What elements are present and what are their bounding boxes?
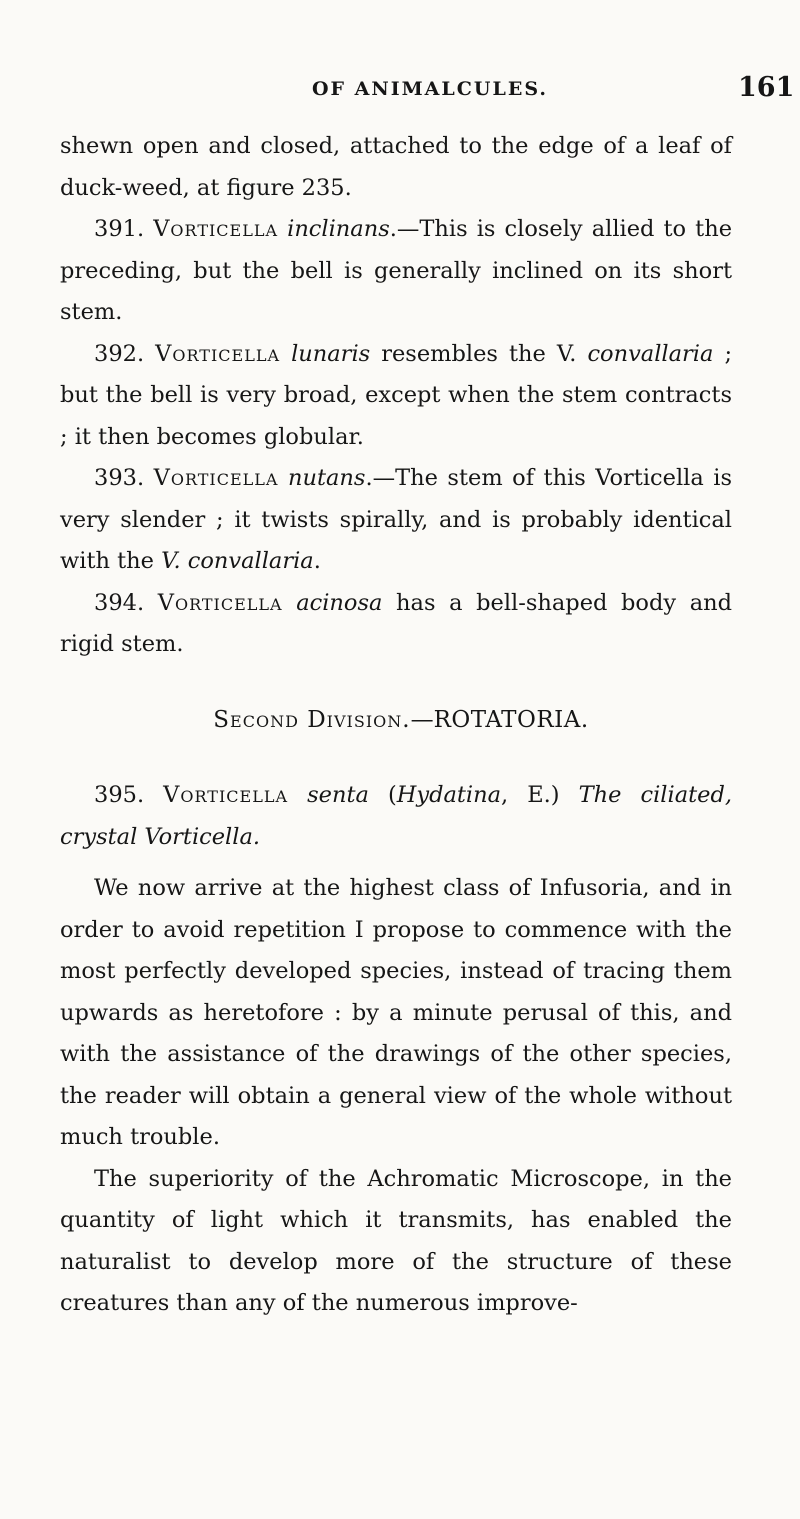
paragraph-395	[60, 775, 732, 858]
genus-name: Vorticella	[163, 782, 289, 808]
genus-name: Vorticella	[153, 465, 279, 491]
entry-text: ; but the bell is very broad, except when the stem contracts ; it then becomes globular.	[60, 340, 733, 450]
entry-text: .	[313, 548, 321, 574]
species-name: senta	[307, 782, 369, 808]
paragraph-392	[60, 334, 732, 459]
page-number: 161	[738, 72, 795, 103]
species-name: inclinans	[287, 216, 390, 242]
entry-number: 392.	[94, 340, 145, 367]
species-name: acinosa	[296, 589, 383, 616]
entry-text: , E.)	[501, 782, 579, 808]
species-reference: V. convallaria	[161, 548, 314, 574]
entry-text: (	[368, 782, 397, 808]
paragraph-last: The superiority of the Achromatic Microscope, in the quantity of light which it transmits, has enabled the naturalist to develop more of the structure of these creatures than any of the numerous improve-	[60, 1165, 732, 1316]
entry-number: 395.	[94, 782, 145, 808]
species-name: nutans	[287, 465, 366, 491]
division-heading	[60, 700, 732, 742]
entry-text: resembles the V.	[370, 340, 588, 367]
division-label: Second Division.	[213, 706, 411, 733]
genus-name: Vorticella	[155, 340, 281, 367]
common-name: The ciliated, crystal Vorticella.	[60, 782, 733, 850]
species-reference: convallaria	[587, 340, 714, 367]
paragraph-continuation: shewn open and closed, attached to the edge of a leaf of duck-weed, at figure 235.	[60, 133, 732, 201]
paragraph-394	[60, 583, 732, 666]
entry-number: 394.	[94, 589, 145, 616]
paragraph-393	[60, 458, 732, 583]
running-title: OF ANIMALCULES.	[312, 78, 548, 100]
entry-number: 393.	[94, 465, 145, 491]
genus-name: Vorticella	[153, 216, 279, 242]
entry-text: has a bell-shaped body and rigid stem.	[60, 589, 733, 657]
entry-number: 391.	[94, 216, 145, 242]
alt-genus-name: Hydatina	[396, 782, 502, 808]
spacer	[60, 741, 732, 775]
division-dash: —	[410, 706, 434, 733]
body-text	[60, 126, 732, 1325]
spacer	[60, 666, 732, 700]
entry-text: .—The stem of this Vorticella is very slender ; it twists spirally, and is probably identical with the	[60, 465, 732, 574]
spacer	[60, 858, 732, 868]
division-name: ROTATORIA.	[433, 706, 589, 733]
paragraph-intro: We now arrive at the highest class of Infusoria, and in order to avoid repetition I propose to commence with the most perfectly developed species, instead of tracing them upwards as heretofore : by a minute perusal of this, and with the assistance of the drawings of the other species, the reader will obtain a general view of the whole without much trouble.	[60, 875, 732, 1150]
genus-name: Vorticella	[157, 589, 283, 616]
paragraph-391	[60, 209, 732, 334]
running-header	[0, 72, 800, 112]
species-name: lunaris	[291, 340, 371, 367]
entry-text: .—This is closely allied to the preceding, but the bell is generally inclined on its short stem.	[60, 216, 733, 325]
